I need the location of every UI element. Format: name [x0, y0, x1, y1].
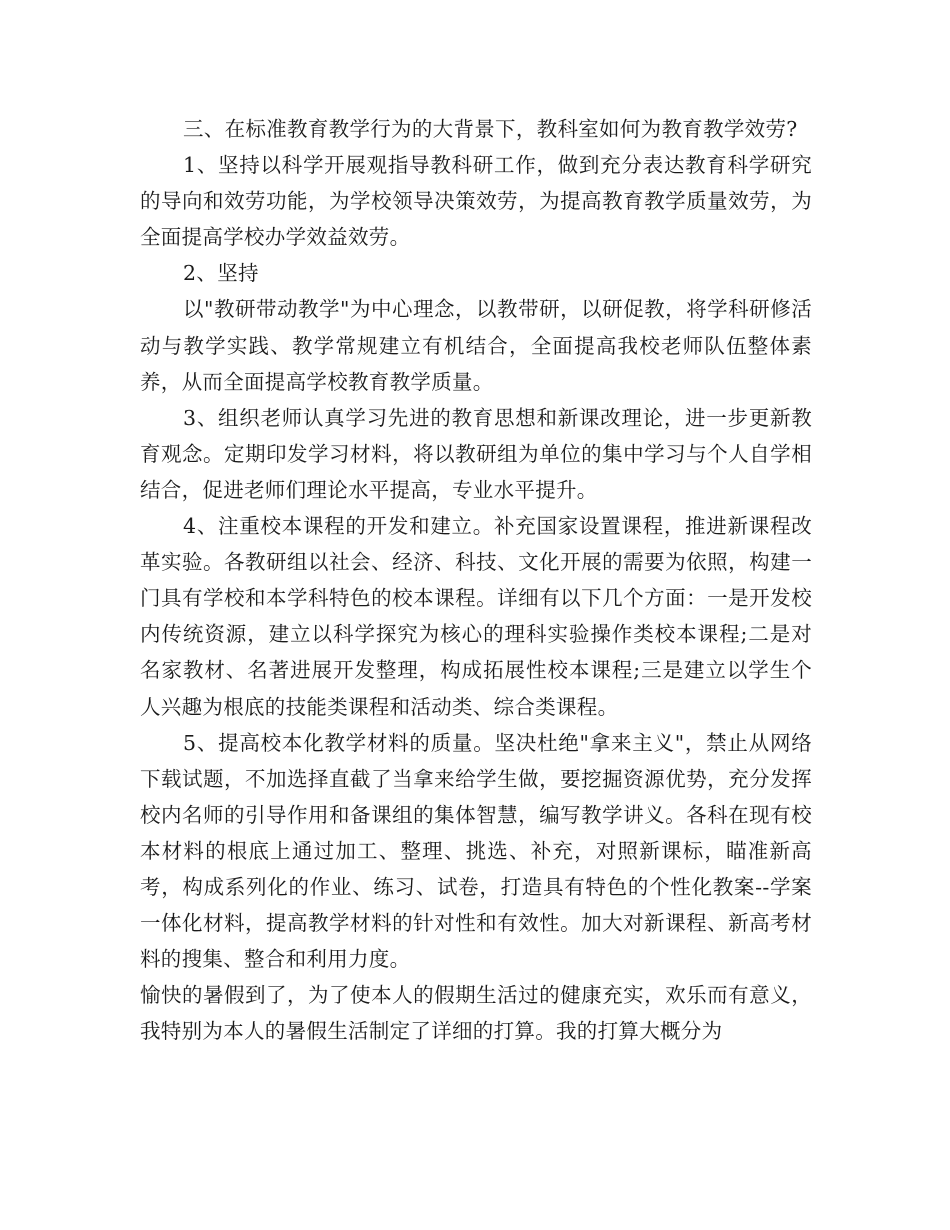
paragraph-summer-plan: 愉快的暑假到了，为了使本人的假期生活过的健康充实，欢乐而有意义，我特别为本人的暑假生活制定了详细的打算。我的打算大概分为 [140, 983, 812, 1044]
document-body [140, 111, 812, 1049]
paragraph-item-1: 1、坚持以科学开展观指导教科研工作，做到充分表达教育科学研究的导向和效劳功能，为学校领导决策效劳，为提高教育教学质量效劳，为全面提高学校办学效益效劳。 [140, 153, 812, 250]
paragraph-item-4: 4、注重校本课程的开发和建立。补充国家设置课程，推进新课程改革实验。各教研组以社会、经济、科技、文化开展的需要为依照，构建一门具有学校和本学科特色的校本课程。详细有以下几个方面：一是开发校内传统资源，建立以科学探究为核心的理科实验操作类校本课程;二是对名家教材、名著进展开发整理，构成拓展性校本课程;三是建立以学生个人兴趣为根底的技能类课程和活动类、综合类课程。 [140, 514, 812, 719]
paragraph-item-2: 2、坚持 [183, 261, 259, 286]
paragraph-item-5: 5、提高校本化教学材料的质量。坚决杜绝"拿来主义"，禁止从网络下载试题，不加选择直截了当拿来给学生做，要挖掘资源优势，充分发挥校内名师的引导作用和备课组的集体智慧，编写教学讲义。各科在现有校本材料的根底上通过加工、整理、挑选、补充，对照新课标，瞄准新高考，构成系列化的作业、练习、试卷，打造具有特色的个性化教案--学案一体化材料，提高教学材料的针对性和有效性。加大对新课程、新高考材料的搜集、整合和利用力度。 [140, 730, 812, 972]
paragraph-item-2-continued: 以"教研带动教学"为中心理念，以教带研，以研促教，将学科研修活动与教学实践、教学常规建立有机结合，全面提高我校老师队伍整体素养，从而全面提高学校教育教学质量。 [140, 297, 812, 394]
paragraph-item-3: 3、组织老师认真学习先进的教育思想和新课改理论，进一步更新教育观念。定期印发学习材料，将以教研组为单位的集中学习与个人自学相结合，促进老师们理论水平提高，专业水平提升。 [140, 405, 812, 502]
paragraph-section-three-heading: 三、在标准教育教学行为的大背景下，教科室如何为教育教学效劳? [183, 117, 798, 141]
